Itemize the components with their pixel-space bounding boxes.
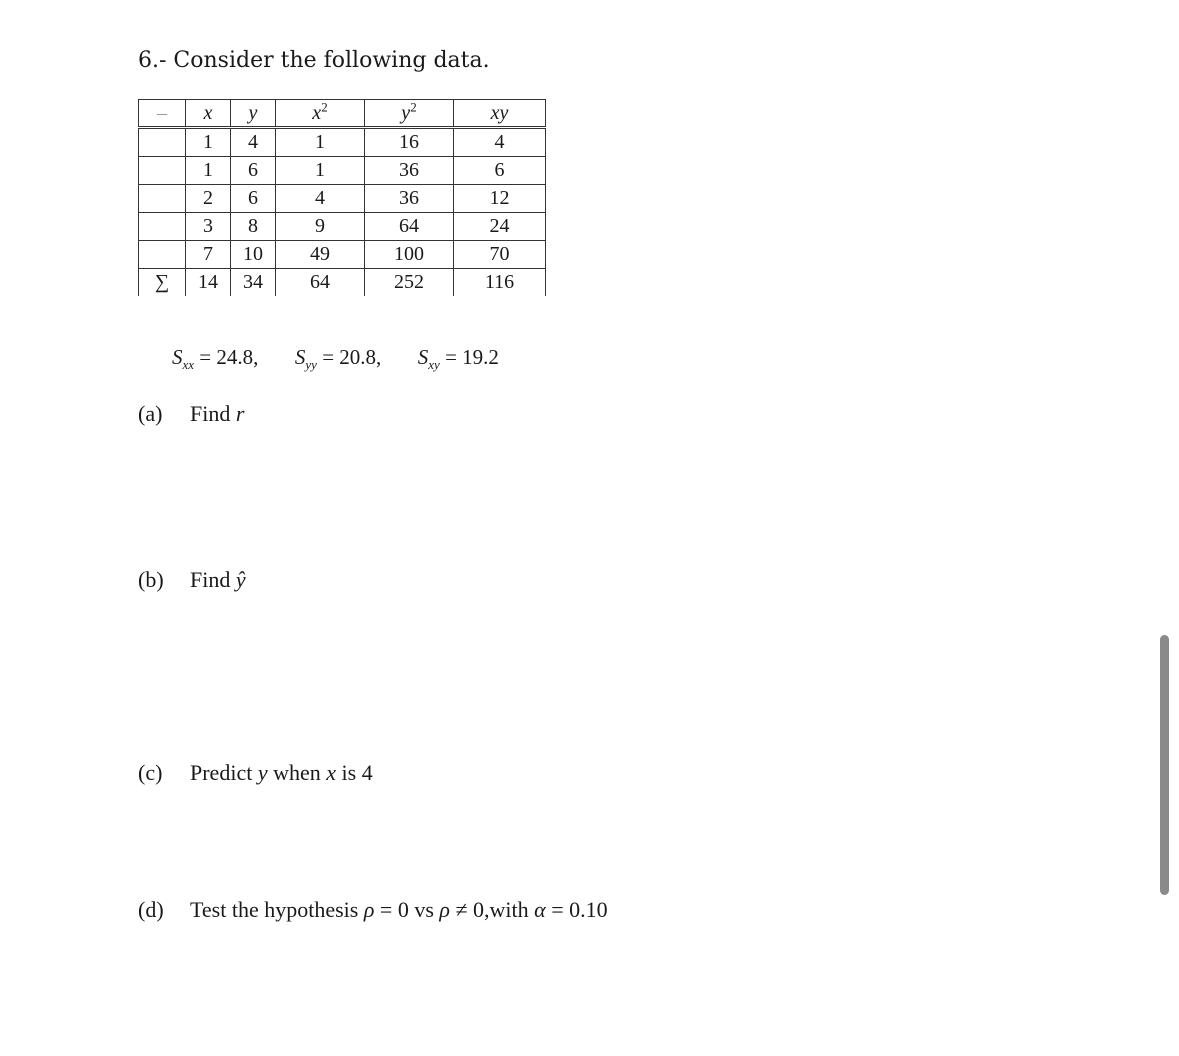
- part-text: = 0 vs: [374, 897, 440, 922]
- table-cell: 2: [186, 185, 231, 213]
- table-cell: 4: [231, 128, 276, 157]
- part-label: (d): [138, 897, 164, 922]
- header-x-squared: $x^2$: [276, 100, 365, 128]
- sxx-value: = 24.8,: [199, 345, 259, 369]
- syy-value: = 20.8,: [322, 345, 382, 369]
- part-text: Test the hypothesis: [190, 897, 364, 922]
- vertical-scrollbar[interactable]: [1160, 635, 1169, 895]
- syy-symbol: S: [294, 345, 306, 369]
- summary-statistics: [172, 345, 499, 373]
- table-cell: 1: [276, 157, 365, 185]
- part-math: ρ: [439, 897, 450, 922]
- part-math: ρ: [363, 897, 375, 922]
- part-math: α: [534, 897, 546, 922]
- table-cell: [139, 213, 186, 241]
- header-xy: xy: [454, 100, 546, 128]
- table-cell: 36: [365, 157, 454, 185]
- part-text: Find: [190, 401, 236, 426]
- part-text: is 4: [336, 760, 373, 785]
- table-cell: [139, 185, 186, 213]
- sxx-subscript: xx: [182, 357, 195, 373]
- table-cell: [139, 128, 186, 157]
- part-math: x: [326, 760, 337, 785]
- table-row: [139, 157, 546, 185]
- table-row: [139, 213, 546, 241]
- header-blank: –: [139, 100, 186, 128]
- table-cell: 1: [276, 128, 365, 157]
- problem-title: 6.- Consider the following data.: [138, 48, 490, 73]
- header-y: y: [231, 100, 276, 128]
- table-cell: 4: [454, 128, 546, 157]
- table-row: [139, 241, 546, 269]
- table-cell: 14: [186, 269, 231, 297]
- table-cell: 6: [231, 157, 276, 185]
- sxy-subscript: xy: [428, 357, 440, 373]
- table-cell: 34: [231, 269, 276, 297]
- part-d: [138, 897, 608, 923]
- table-cell: 24: [454, 213, 546, 241]
- table-cell: 4: [276, 185, 365, 213]
- table-cell: 36: [365, 185, 454, 213]
- table-cell: 252: [365, 269, 454, 297]
- table-cell: 49: [276, 241, 365, 269]
- table-sum-row: [139, 269, 546, 297]
- table-cell: 9: [276, 213, 365, 241]
- table-cell: 70: [454, 241, 546, 269]
- table-cell: 16: [365, 128, 454, 157]
- header-x: x: [186, 100, 231, 128]
- part-label: (b): [138, 567, 164, 592]
- table-row: [139, 128, 546, 157]
- part-label: (a): [138, 401, 163, 426]
- sxy-value: = 19.2: [445, 345, 499, 369]
- table-cell: 6: [454, 157, 546, 185]
- table-cell: 116: [454, 269, 546, 297]
- table-header-row: [139, 100, 546, 128]
- part-label: (c): [138, 760, 163, 785]
- sxx-symbol: S: [172, 345, 183, 369]
- table-row: [139, 185, 546, 213]
- table-cell: 7: [186, 241, 231, 269]
- part-b: [138, 567, 246, 593]
- part-text: Predict: [190, 760, 258, 785]
- part-math: ŷ: [235, 567, 246, 592]
- part-text: Find: [190, 567, 236, 592]
- data-table: [138, 99, 546, 296]
- table-cell: [139, 157, 186, 185]
- table-cell: 64: [365, 213, 454, 241]
- table-cell: 64: [276, 269, 365, 297]
- table-cell: 6: [231, 185, 276, 213]
- part-text: = 0.10: [545, 897, 608, 922]
- sxy-symbol: S: [417, 345, 429, 369]
- sigma-icon: ∑: [139, 269, 186, 297]
- table-cell: 12: [454, 185, 546, 213]
- part-text: when: [267, 760, 327, 785]
- table-cell: [139, 241, 186, 269]
- part-a: [138, 401, 244, 427]
- table-cell: 3: [186, 213, 231, 241]
- table-cell: 1: [186, 128, 231, 157]
- syy-subscript: yy: [305, 357, 317, 373]
- part-math: y: [257, 760, 268, 785]
- table-cell: 1: [186, 157, 231, 185]
- table-cell: 8: [231, 213, 276, 241]
- part-math: r: [235, 401, 245, 426]
- part-c: [138, 760, 373, 786]
- table-cell: 100: [365, 241, 454, 269]
- header-y-squared: $y^2$: [365, 100, 454, 128]
- part-text: ≠ 0,with: [449, 897, 535, 922]
- table-cell: 10: [231, 241, 276, 269]
